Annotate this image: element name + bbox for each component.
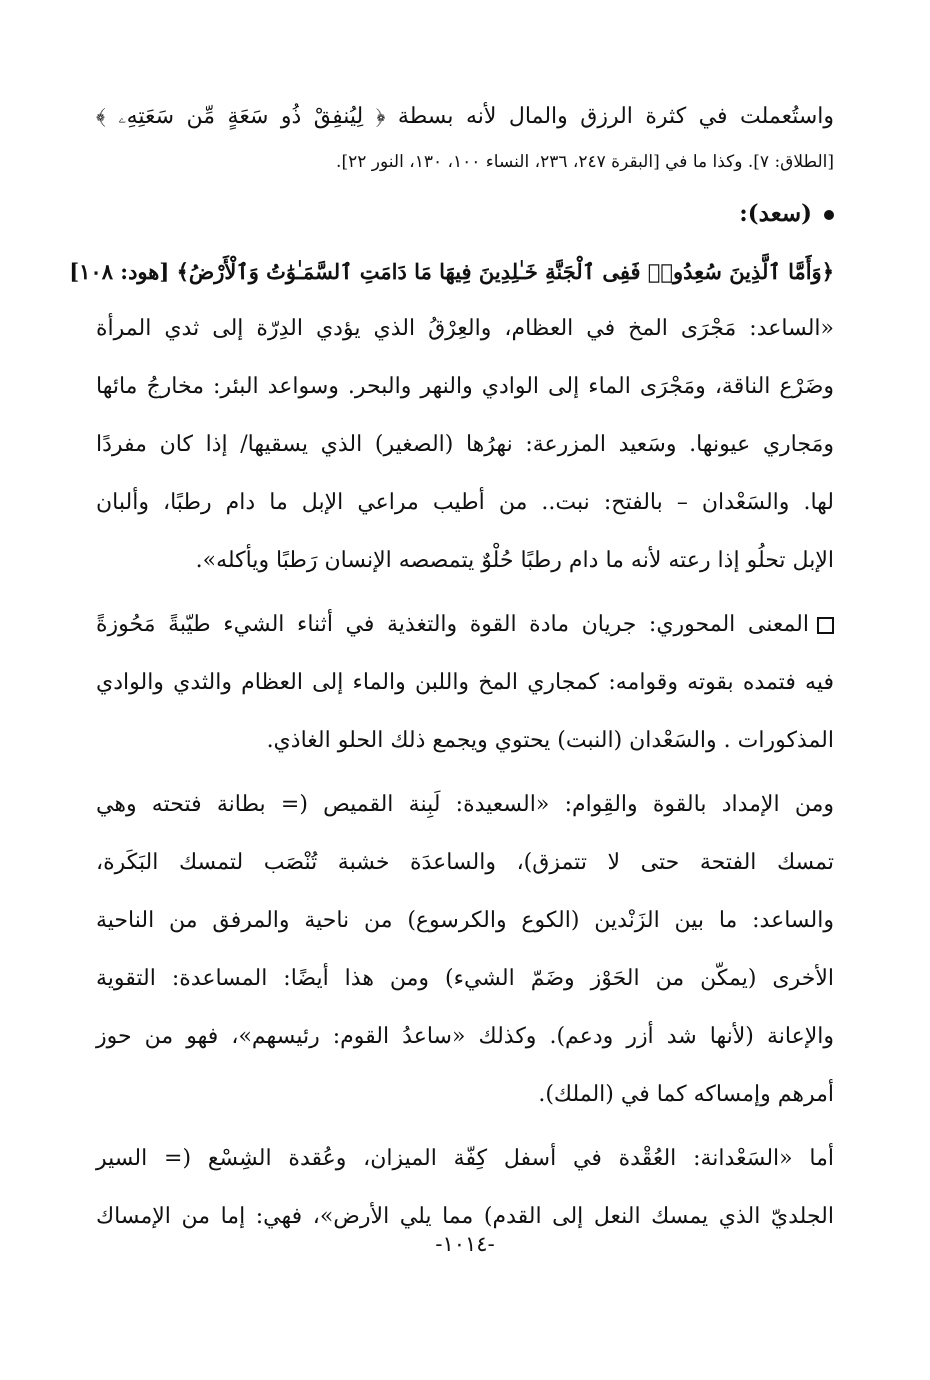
bullet-icon: [824, 210, 834, 220]
support-line-6: أمرهم وإمساكه كما في (الملك).: [538, 1082, 834, 1107]
support-line-3: والساعد: ما بين الزَنْدين (الكوع والكرسوع) من ناحية والمرفق من الناحية: [96, 908, 835, 933]
support-line-4: الأخرى (يمكّن من الحَوْز وضَمّ الشيء) ومن هذا أيضًا: المساعدة: التقوية: [96, 966, 834, 991]
quote-line-4: لها. والسَعْدان – بالفتح: نبت.. من أطيب مراعي الإبل ما دام رطبًا، وألبان: [96, 490, 834, 515]
final-line-1: أما «السَعْدانة: العُقْدة في أسفل كِفّة الميزان، وعُقدة الشِسْع (= السير: [96, 1146, 834, 1171]
quran-verse: ﴿وَأَمَّا ٱلَّذِينَ سُعِدُوا۟ فَفِى ٱلْجَنَّةِ خَـٰلِدِينَ فِيهَا مَا دَامَتِ ٱلسَّمَـٰوَٰتُ وَٱلْأَرْضُ﴾ [هود: ١٠٨]: [69, 259, 834, 284]
intro-line-2-citation: [الطلاق: ٧]. وكذا ما في [البقرة ٢٤٧، ٢٣٦، النساء ١٠٠، ١٣٠، النور ٢٢].: [336, 152, 834, 172]
core-meaning-line-1: [96, 596, 834, 654]
core-meaning-text-1: المعنى المحوري: جريان مادة القوة والتغذية في أثناء الشيء طيّبةً مَحُوزةً: [96, 612, 809, 637]
quote-line-5: الإبل تحلُو إذا رعته لأنه ما دام رطبًا حُلْوٌ يتمصصه الإنسان رَطبًا ويأكله».: [195, 548, 834, 573]
final-line-2: الجلديّ الذي يمسك النعل إلى القدم) مما يلي الأرض»، فهي: إما من الإمساك: [96, 1204, 834, 1229]
square-marker-icon: [817, 617, 834, 634]
core-meaning-line-2: فيه فتمده بقوته وقوامه: كمجاري المخ واللبن والماء إلى العظام والثدي والوادي: [96, 670, 834, 695]
entry-heading-text: (سعد):: [739, 200, 812, 227]
quote-line-3: ومَجاري عيونها. وسَعيد المزرعة: نهرُها (الصغير) الذي يسقيها/ إذا كان مفردًا: [96, 432, 834, 457]
support-line-1: ومن الإمداد بالقوة والقِوام: «السعيدة: لَبِنة القميص (= بطانة فتحته وهي: [96, 792, 834, 817]
quote-line-2: وضَرْع الناقة، ومَجْرَى الماء إلى الوادي والنهر والبحر. وسواعد البئر: مخارجُ مائها: [96, 374, 834, 399]
page-number: -١٠١٤-: [435, 1232, 495, 1256]
core-meaning-line-3: المذكورات . والسَعْدان (النبت) يحتوي ويجمع ذلك الحلو الغاذي.: [266, 728, 834, 753]
entry-heading: [96, 184, 834, 244]
support-line-5: والإعانة (لأنها شد أزر ودعم). وكذلك «ساعدُ القوم: رئيسهم»، فهو من حوز: [96, 1024, 834, 1049]
support-line-2: تمسك الفتحة حتى لا تتمزق)، والساعدَة خشبة تُنْصَب لتمسك البَكَرة،: [96, 850, 834, 875]
quote-line-1: «الساعد: مَجْرَى المخ في العظام، والعِرْقُ الذي يؤدي الدِرّة إلى ثدي المرأة: [96, 316, 834, 341]
intro-line-1: واستُعملت في كثرة الرزق والمال لأنه بسطة ﴿ لِيُنفِقْ ذُو سَعَةٍ مِّن سَعَتِهِۦ ﴾: [96, 104, 834, 129]
